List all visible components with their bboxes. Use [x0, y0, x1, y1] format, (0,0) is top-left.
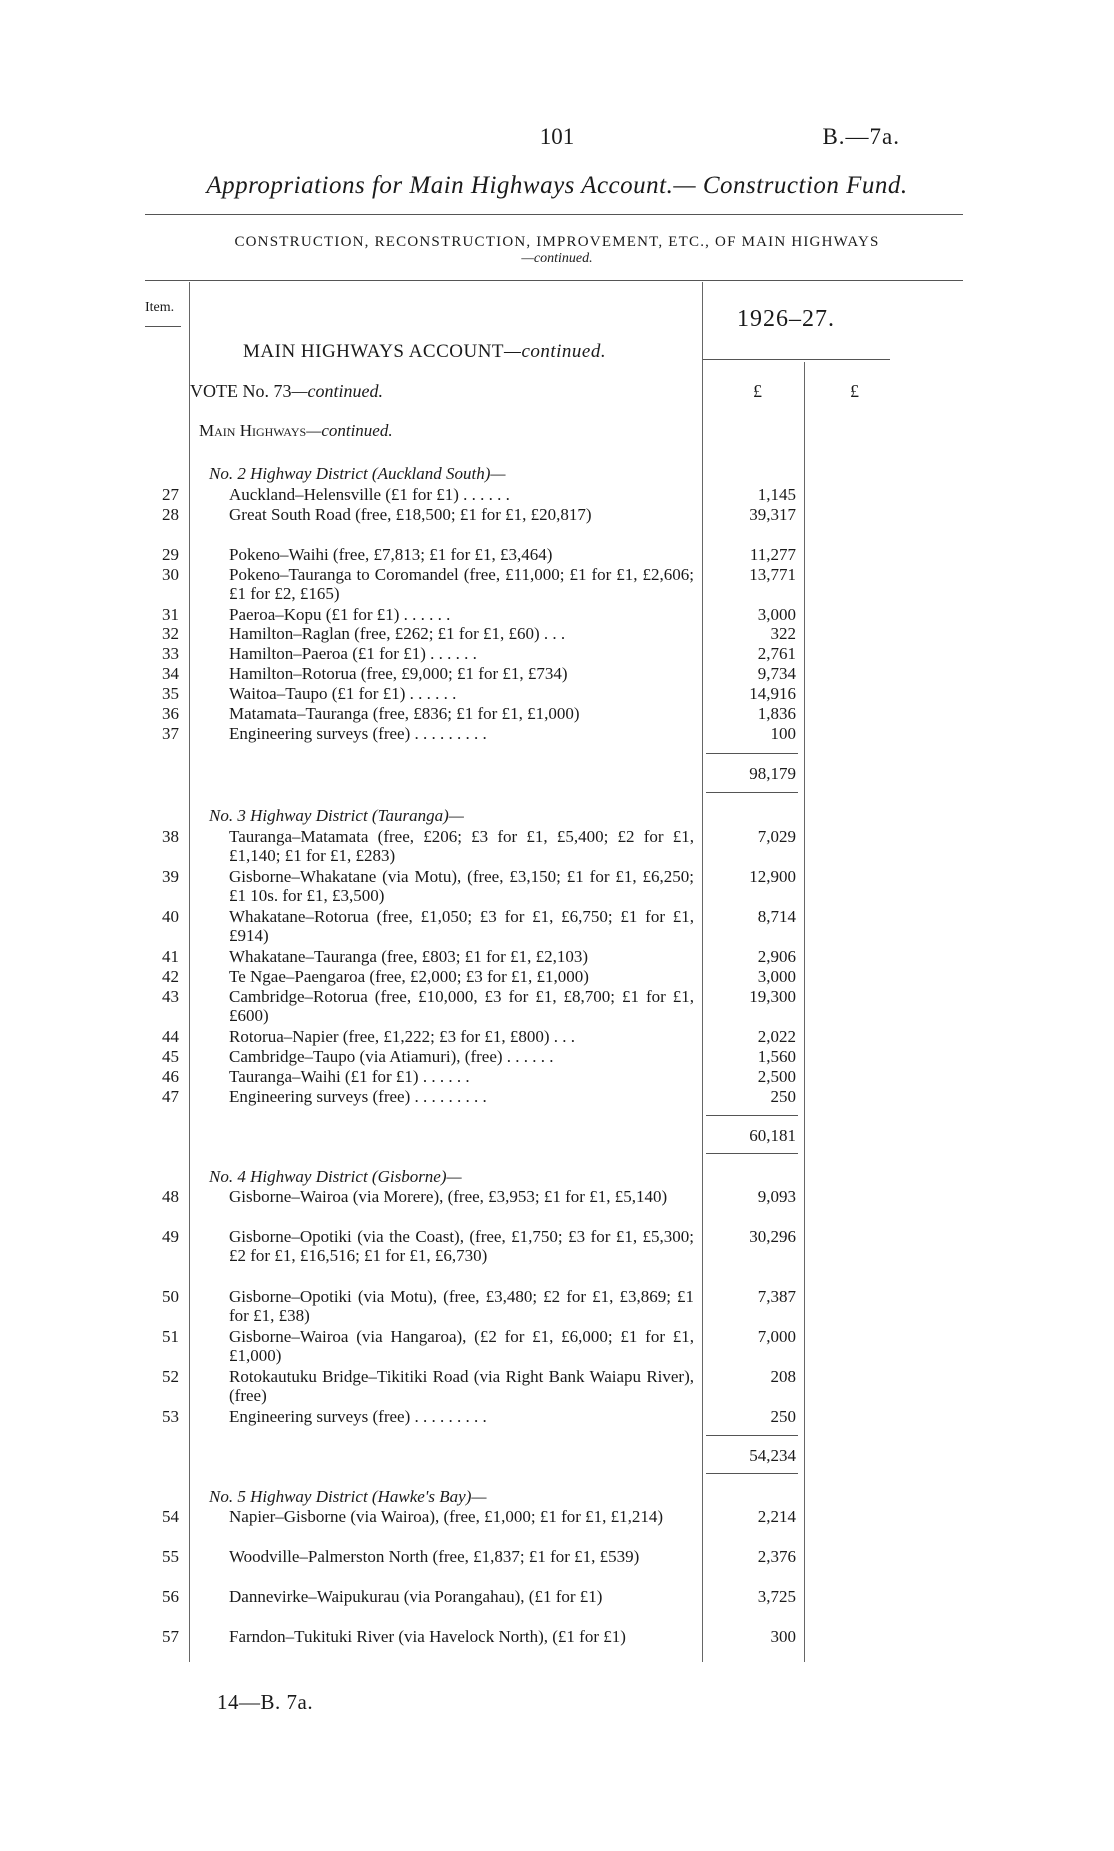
item-number: 53 [162, 1407, 179, 1426]
footer-reference: 14—B. 7a. [217, 1690, 314, 1714]
district-title: No. 2 Highway District (Auckland South)— [209, 464, 506, 483]
item-description: Cambridge–Taupo (via Atiamuri), (free) . . . . . . [229, 1047, 554, 1066]
item-number: 51 [162, 1327, 179, 1346]
subtotal-rule-bottom [706, 792, 798, 793]
item-amount: 2,376 [757, 1547, 796, 1566]
item-amount: 2,500 [757, 1067, 796, 1086]
item-amount: 1,836 [757, 704, 796, 723]
item-amount: 2,022 [757, 1027, 796, 1046]
table-top-rule [145, 280, 963, 281]
item-amount: 9,093 [757, 1187, 796, 1206]
district-title: No. 5 Highway District (Hawke's Bay)— [209, 1487, 487, 1506]
item-number: 48 [162, 1187, 179, 1206]
item-number: 44 [162, 1027, 179, 1046]
item-description: Auckland–Helensville (£1 for £1) . . . . . . [229, 485, 510, 504]
item-amount: 2,214 [757, 1507, 796, 1526]
district-total: 98,179 [749, 764, 796, 783]
item-amount: 7,000 [757, 1327, 796, 1346]
item-description: Engineering surveys (free) . . . . . . . . . [229, 724, 487, 743]
item-number: 57 [162, 1627, 179, 1646]
item-description: Whakatane–Tauranga (free, £803; £1 for £1, £2,103) [229, 947, 588, 966]
item-description: Pokeno–Waihi (free, £7,813; £1 for £1, £3,464) [229, 545, 553, 564]
item-description: Rotokautuku Bridge–Tikitiki Road (via Right Bank Waiapu River), (free) [229, 1367, 694, 1406]
item-description: Gisborne–Whakatane (via Motu), (free, £3,150; £1 for £1, £6,250; £1 10s. for £1, £3,500) [229, 867, 694, 906]
item-number: 35 [162, 684, 179, 703]
item-number: 43 [162, 987, 179, 1006]
item-number: 47 [162, 1087, 179, 1106]
currency-symbol-col2: £ [850, 381, 859, 401]
item-amount: 3,000 [757, 605, 796, 624]
item-number: 45 [162, 1047, 179, 1066]
item-amount: 7,387 [757, 1287, 796, 1306]
item-amount: 322 [770, 624, 796, 643]
account-heading [243, 341, 606, 363]
section-subheading: CONSTRUCTION, RECONSTRUCTION, IMPROVEMENT, ETC., OF MAIN HIGHWAYS [234, 234, 880, 250]
item-amount: 250 [770, 1087, 796, 1106]
item-column-divider [189, 282, 190, 1662]
item-amount: 250 [770, 1407, 796, 1426]
item-amount: 208 [770, 1367, 796, 1386]
page-title: Appropriations for Main Highways Account.— Construction Fund. [206, 172, 908, 199]
item-amount: 3,000 [757, 967, 796, 986]
item-amount: 30,296 [749, 1227, 796, 1246]
main-highways-heading [199, 421, 393, 441]
item-number: 50 [162, 1287, 179, 1306]
item-number: 28 [162, 505, 179, 524]
item-description: Tauranga–Matamata (free, £206; £3 for £1, £5,400; £2 for £1, £1,140; £1 for £1, £283) [229, 827, 694, 866]
item-number: 30 [162, 565, 179, 584]
item-amount: 14,916 [749, 684, 796, 703]
item-amount: 8,714 [757, 907, 796, 926]
item-amount: 9,734 [757, 664, 796, 683]
item-description: Waitoa–Taupo (£1 for £1) . . . . . . [229, 684, 457, 703]
item-description: Rotorua–Napier (free, £1,222; £3 for £1, £800) . . . [229, 1027, 576, 1046]
item-description: Hamilton–Rotorua (free, £9,000; £1 for £1, £734) [229, 664, 568, 683]
item-amount: 39,317 [749, 505, 796, 524]
item-number: 56 [162, 1587, 179, 1606]
currency-symbol-col1: £ [753, 381, 762, 401]
item-number: 42 [162, 967, 179, 986]
item-description: Pokeno–Tauranga to Coromandel (free, £11,000; £1 for £1, £2,606; £1 for £2, £165) [229, 565, 694, 604]
item-number: 41 [162, 947, 179, 966]
district-title: No. 3 Highway District (Tauranga)— [209, 806, 464, 825]
second-amount-column-divider [804, 362, 805, 1662]
item-description: Te Ngae–Paengaroa (free, £2,000; £3 for £1, £1,000) [229, 967, 589, 986]
main-highways-heading-text: Main Highways [199, 421, 307, 440]
item-column-header: Item. [145, 300, 175, 315]
item-amount: 7,029 [757, 827, 796, 846]
year-column-header: 1926–27. [737, 306, 835, 332]
item-description: Hamilton–Paeroa (£1 for £1) . . . . . . [229, 644, 477, 663]
item-number: 37 [162, 724, 179, 743]
subtotal-rule-top [706, 1115, 798, 1116]
item-number: 39 [162, 867, 179, 886]
subtotal-rule-top [706, 753, 798, 754]
item-amount: 2,761 [757, 644, 796, 663]
item-number: 38 [162, 827, 179, 846]
item-amount: 2,906 [757, 947, 796, 966]
vote-heading-suffix: —continued. [291, 381, 383, 401]
item-number: 27 [162, 485, 179, 504]
item-description: Gisborne–Opotiki (via the Coast), (free, £1,750; £3 for £1, £5,300; £2 for £1, £16,516; £1 for £1, £6,730) [229, 1227, 694, 1266]
item-description: Napier–Gisborne (via Wairoa), (free, £1,000; £1 for £1, £1,214) [229, 1507, 664, 1526]
item-description: Gisborne–Wairoa (via Hangaroa), (£2 for £1, £6,000; £1 for £1, £1,000) [229, 1327, 694, 1366]
item-description: Hamilton–Raglan (free, £262; £1 for £1, £60) . . . [229, 624, 566, 643]
item-amount: 3,725 [757, 1587, 796, 1606]
item-amount: 19,300 [749, 987, 796, 1006]
vote-heading-text: VOTE No. 73 [190, 381, 292, 401]
item-description: Gisborne–Opotiki (via Motu), (free, £3,480; £2 for £1, £3,869; £1 for £1, £38) [229, 1287, 694, 1326]
district-total: 54,234 [749, 1446, 796, 1465]
item-description: Great South Road (free, £18,500; £1 for £1, £20,817) [229, 505, 592, 524]
district-title: No. 4 Highway District (Gisborne)— [209, 1167, 462, 1186]
item-description: Farndon–Tukituki River (via Havelock North), (£1 for £1) [229, 1627, 626, 1646]
title-rule [145, 214, 963, 215]
item-number: 52 [162, 1367, 179, 1386]
item-number: 33 [162, 644, 179, 663]
account-heading-suffix: —continued. [504, 341, 607, 362]
item-amount: 11,277 [749, 545, 796, 564]
item-amount: 1,560 [757, 1047, 796, 1066]
account-heading-text: MAIN HIGHWAYS ACCOUNT [243, 341, 505, 362]
item-amount: 100 [770, 724, 796, 743]
item-description: Matamata–Tauranga (free, £836; £1 for £1, £1,000) [229, 704, 580, 723]
item-number: 46 [162, 1067, 179, 1086]
item-number: 31 [162, 605, 179, 624]
subtotal-rule-top [706, 1435, 798, 1436]
item-description: Dannevirke–Waipukurau (via Porangahau), (£1 for £1) [229, 1587, 603, 1606]
document-reference: B.—7a. [822, 124, 900, 149]
item-number: 54 [162, 1507, 179, 1526]
district-total: 60,181 [749, 1126, 796, 1145]
item-description: Engineering surveys (free) . . . . . . . . . [229, 1087, 487, 1106]
item-number: 34 [162, 664, 179, 683]
subtotal-rule-bottom [706, 1153, 798, 1154]
item-amount: 300 [770, 1627, 796, 1646]
item-description: Engineering surveys (free) . . . . . . . . . [229, 1407, 487, 1426]
vote-heading [190, 381, 383, 402]
item-description: Gisborne–Wairoa (via Morere), (free, £3,953; £1 for £1, £5,140) [229, 1187, 668, 1206]
item-description: Woodville–Palmerston North (free, £1,837; £1 for £1, £539) [229, 1547, 640, 1566]
item-description: Tauranga–Waihi (£1 for £1) . . . . . . [229, 1067, 470, 1086]
item-number: 55 [162, 1547, 179, 1566]
item-description: Cambridge–Rotorua (free, £10,000, £3 for £1, £8,700; £1 for £1, £600) [229, 987, 694, 1026]
item-number: 29 [162, 545, 179, 564]
year-header-rule [702, 359, 890, 360]
item-amount: 1,145 [757, 485, 796, 504]
item-description: Paeroa–Kopu (£1 for £1) . . . . . . [229, 605, 451, 624]
page-number: 101 [539, 124, 575, 149]
item-number: 36 [162, 704, 179, 723]
item-amount: 12,900 [749, 867, 796, 886]
main-highways-heading-suffix: —continued. [306, 421, 393, 440]
item-number: 49 [162, 1227, 179, 1246]
item-number: 40 [162, 907, 179, 926]
subtotal-rule-bottom [706, 1473, 798, 1474]
item-header-rule [145, 326, 181, 327]
item-amount: 13,771 [749, 565, 796, 584]
item-description: Whakatane–Rotorua (free, £1,050; £3 for £1, £6,750; £1 for £1, £914) [229, 907, 694, 946]
section-subheading-continued: —continued. [521, 251, 593, 266]
item-number: 32 [162, 624, 179, 643]
